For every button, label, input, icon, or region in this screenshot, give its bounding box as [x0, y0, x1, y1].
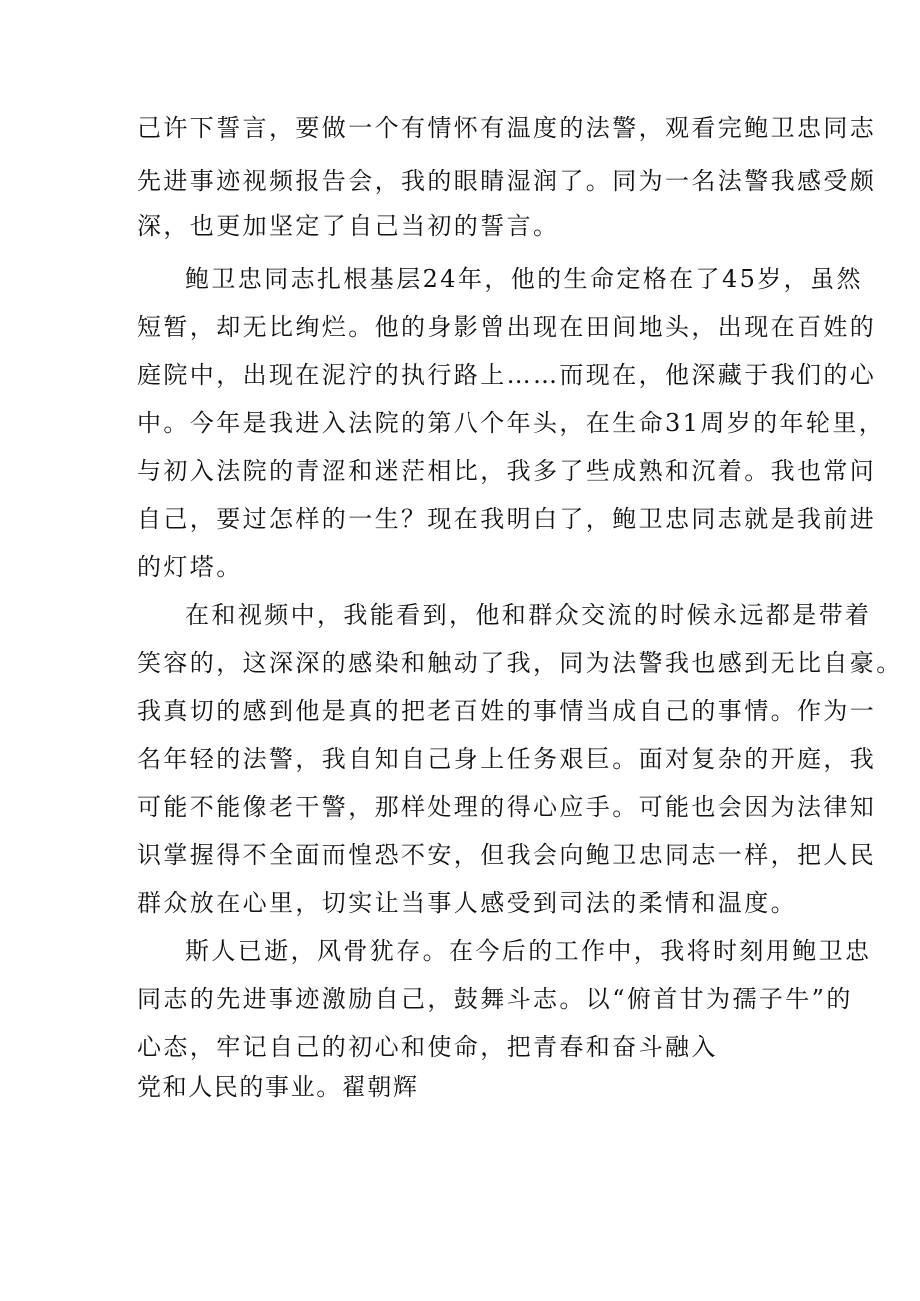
- text-line-signature: 党和人民的事业。翟朝辉: [137, 1073, 419, 1101]
- text-line: 深，也更加坚定了自己当初的誓言。: [137, 212, 560, 240]
- text-line: 识掌握得不全面而惶恐不安，但我会向鲍卫忠同志一样，把人民: [137, 841, 877, 869]
- text-line: 心态，牢记自己的初心和使命，把青春和奋斗融入: [137, 1033, 718, 1061]
- text-line: 名年轻的法警，我自知自己身上任务艰巨。面对复杂的开庭，我: [137, 745, 877, 773]
- text-line: 的灯塔。: [137, 553, 243, 581]
- text-line: 我真切的感到他是真的把老百姓的事情当成自己的事情。作为一: [137, 697, 877, 725]
- text-line: 同志的先进事迹激励自己，鼓舞斗志。以“俯首甘为孺子牛”的: [137, 985, 853, 1013]
- paragraph-first-line: 在和视频中，我能看到，他和群众交流的时候永远都是带着: [185, 601, 872, 629]
- text-line: 自己，要过怎样的一生？现在我明白了，鲍卫忠同志就是我前进: [137, 505, 877, 533]
- text-line: 笑容的，这深深的感染和触动了我，同为法警我也感到无比自豪。: [137, 649, 903, 677]
- text-line: 群众放在心里，切实让当事人感受到司法的柔情和温度。: [137, 889, 797, 917]
- text-line: 中。今年是我进入法院的第八个年头，在生命31周岁的年轮里，: [137, 409, 886, 437]
- text-line: 先进事迹视频报告会，我的眼睛湿润了。同为一名法警我感受颇: [137, 167, 877, 195]
- text-line: 庭院中，出现在泥泞的执行路上……而现在，他深藏于我们的心: [137, 361, 877, 389]
- paragraph-first-line: 斯人已逝，风骨犹存。在今后的工作中，我将时刻用鲍卫忠: [185, 937, 872, 965]
- text-line: 短暂，却无比绚烂。他的身影曾出现在田间地头，出现在百姓的: [137, 313, 877, 341]
- text-line: 可能不能像老干警，那样处理的得心应手。可能也会因为法律知: [137, 793, 877, 821]
- text-line: 与初入法院的青涩和迷茫相比，我多了些成熟和沉着。我也常问: [137, 457, 877, 485]
- paragraph-first-line: 鲍卫忠同志扎根基层24年，他的生命定格在了45岁，虽然: [185, 265, 863, 293]
- text-line: 己许下誓言，要做一个有情怀有温度的法警，观看完鲍卫忠同志: [137, 114, 877, 142]
